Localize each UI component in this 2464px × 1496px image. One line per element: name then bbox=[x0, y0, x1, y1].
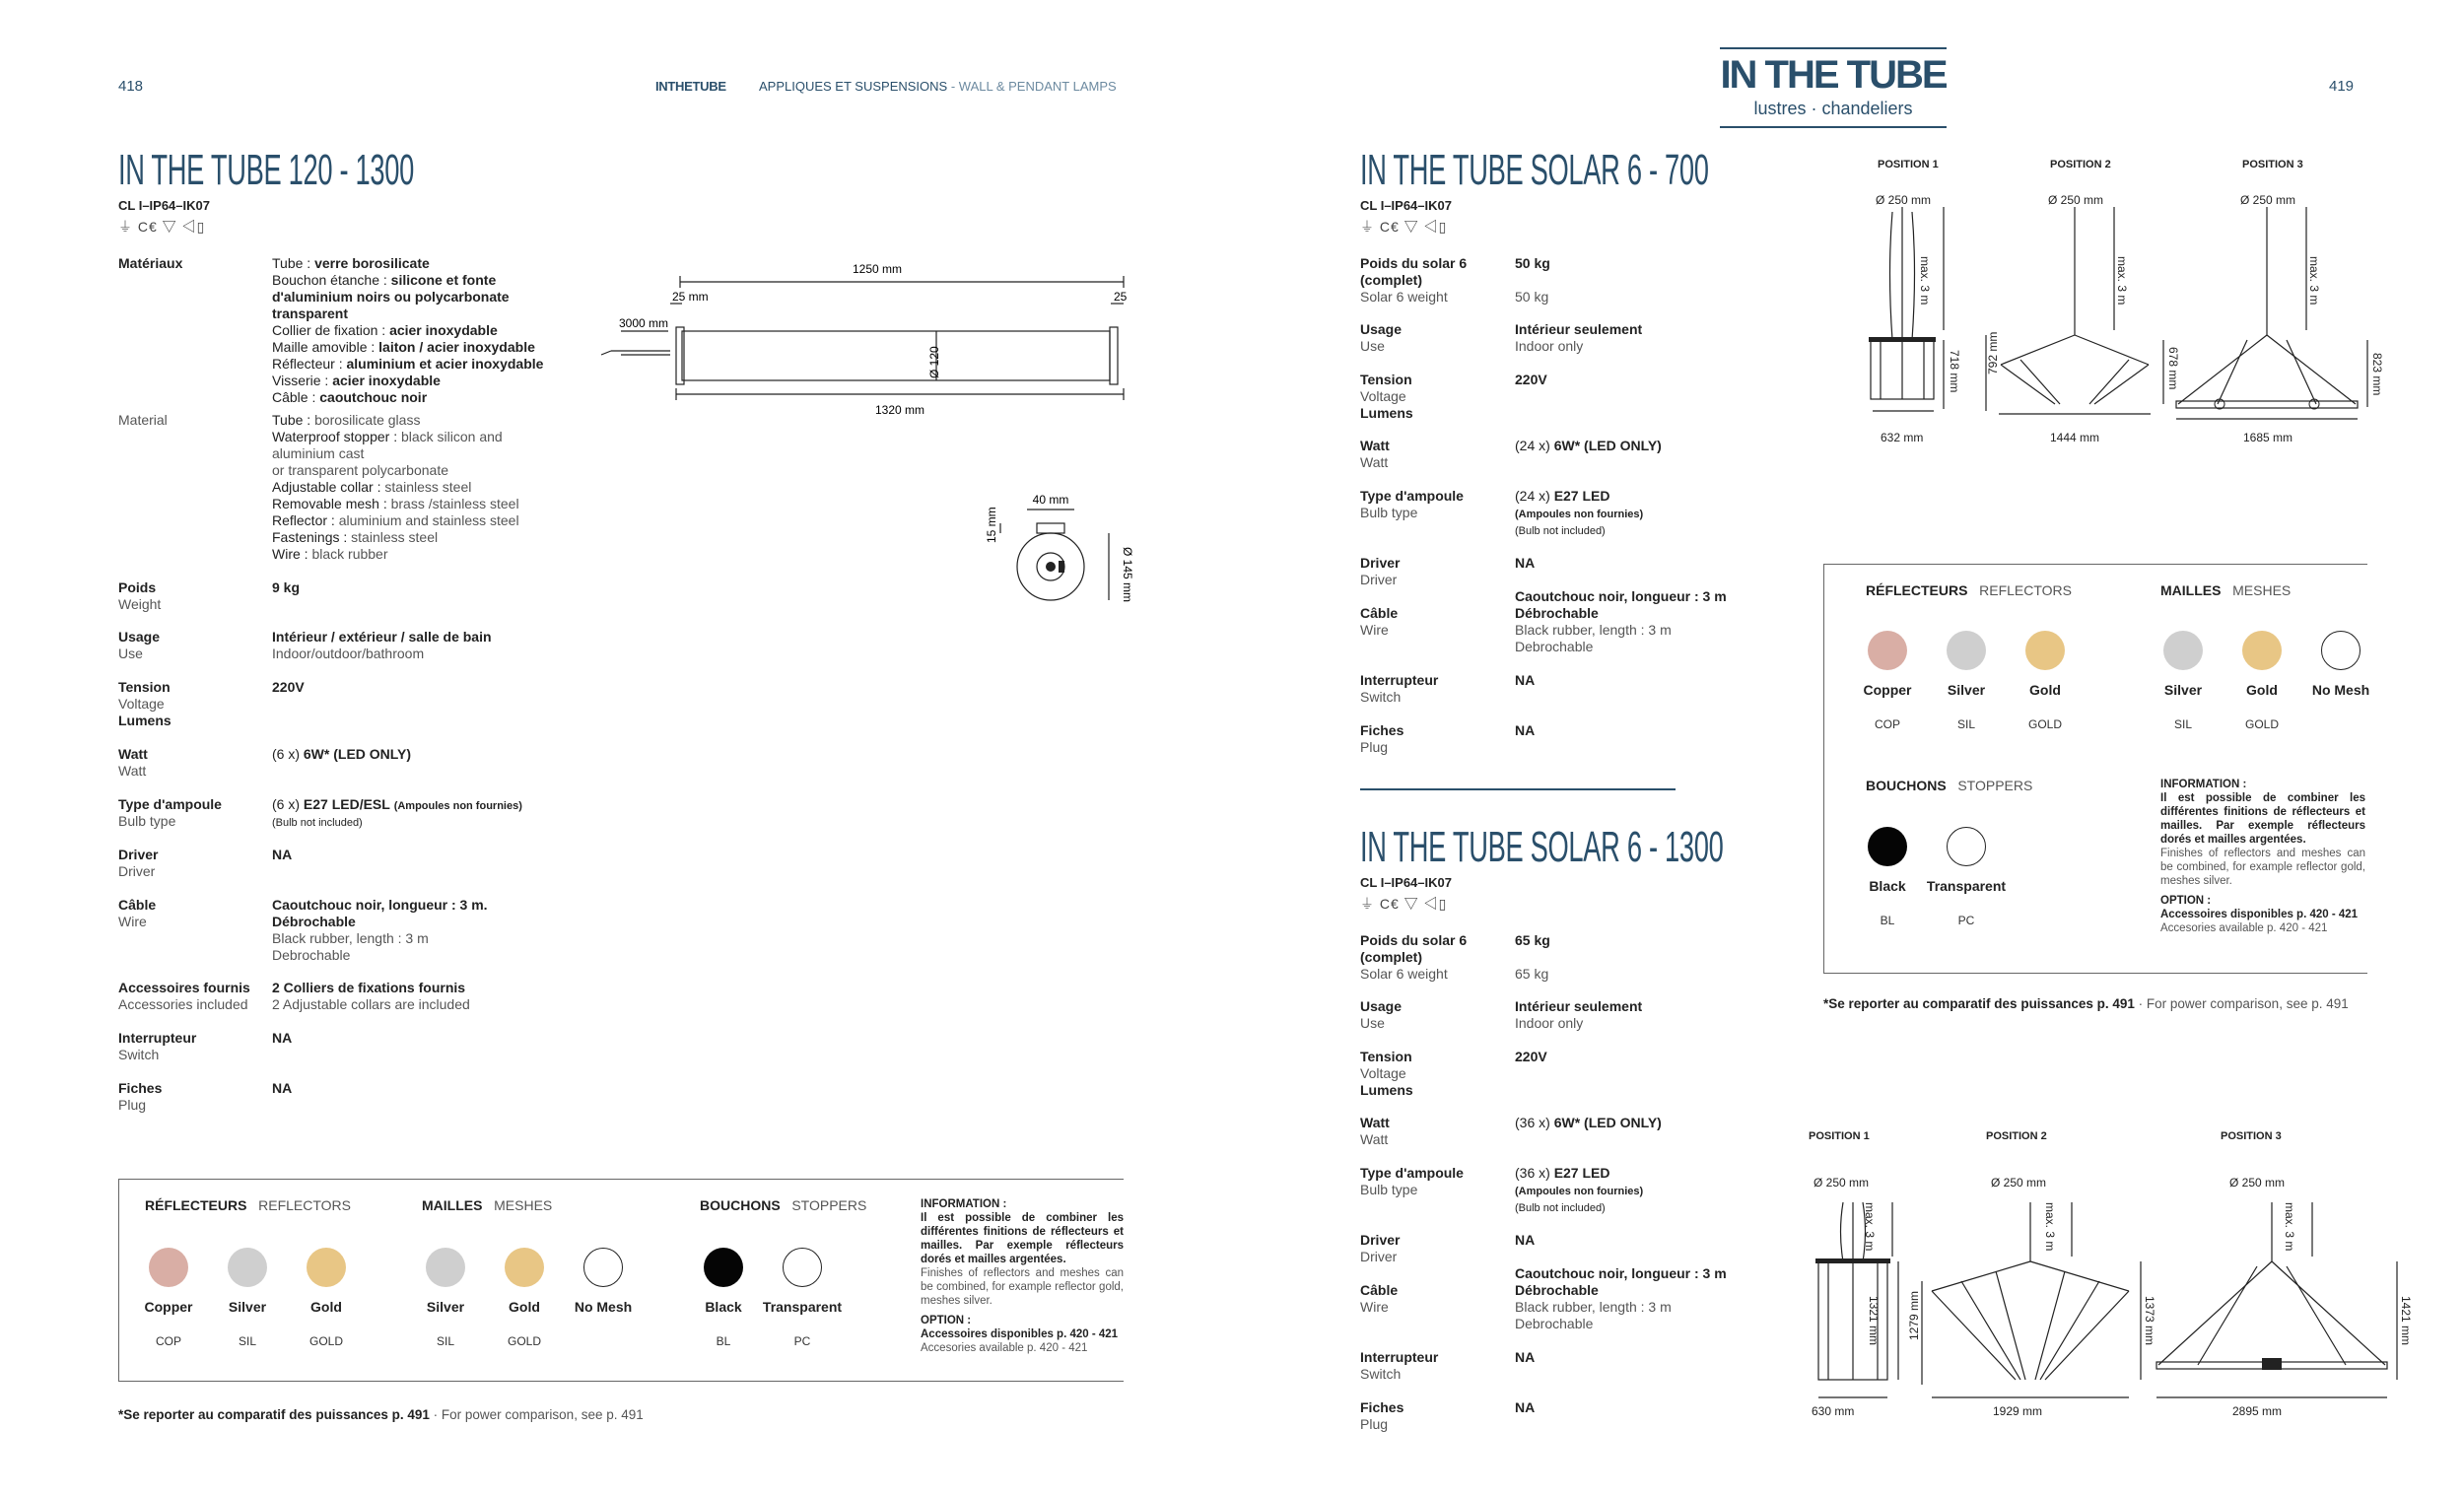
value-voltage: 220V bbox=[272, 679, 305, 695]
swatch-reflector-code: COP bbox=[1874, 717, 1900, 731]
dim-length-overall: 1320 mm bbox=[874, 403, 925, 417]
value-wire: Caoutchouc noir, longueur : 3 m. Débrochable Black rubber, length : 3 m Debrochable bbox=[272, 897, 488, 963]
solar1300-value-voltage: 220V bbox=[1515, 1049, 1547, 1064]
swatch-stopper-name: Black bbox=[1869, 878, 1906, 894]
swatch-mesh-name: No Mesh bbox=[574, 1299, 633, 1315]
dim-top1-max: max. 3 m bbox=[1918, 256, 1932, 306]
product-class-left: CL I–IP64–IK07 bbox=[118, 198, 210, 213]
positions-drawing-top bbox=[1853, 153, 2405, 453]
page-number-right: 419 bbox=[2329, 78, 2355, 95]
page-number-left: 418 bbox=[118, 78, 144, 95]
solar1300-label-weight: Poids du solar 6 (complet) Solar 6 weight bbox=[1360, 932, 1468, 982]
brand-logo-sub: lustres · chandeliers bbox=[1753, 99, 1913, 118]
dim-bottom3-width: 2895 mm bbox=[2232, 1404, 2283, 1418]
product-title-left: IN THE TUBE 120 - 1300 bbox=[118, 146, 414, 194]
power-note-left: *Se reporter au comparatif des puissances p. 491 · For power comparison, see p. 491 bbox=[118, 1407, 644, 1422]
stoppers-heading-left: BOUCHONS STOPPERS bbox=[700, 1197, 867, 1213]
dim-top3-max: max. 3 m bbox=[2307, 256, 2321, 306]
dim-bottom2-height-inner: 1279 mm bbox=[1907, 1290, 1921, 1340]
solar700-label-use: Usage Use bbox=[1360, 321, 1403, 354]
swatch-reflector-code: GOLD bbox=[308, 1334, 343, 1348]
meshes-heading-right: MAILLES MESHES bbox=[2160, 582, 2292, 598]
position-label-top-3: POSITION 3 bbox=[2242, 159, 2303, 170]
solar1300-value-weight: 65 kg 65 kg bbox=[1515, 932, 1550, 982]
dim-top3-width: 1685 mm bbox=[2243, 431, 2293, 444]
swatch-mesh-code: GOLD bbox=[2244, 717, 2279, 731]
swatch-reflector-name: Copper bbox=[1863, 682, 1912, 698]
dim-bottom2-height: 1373 mm bbox=[2143, 1296, 2156, 1346]
dim-top1-width: 632 mm bbox=[1881, 431, 1924, 444]
spec-label-switch: Interrupteur Switch bbox=[118, 1030, 197, 1062]
swatch-mesh-name: Silver bbox=[426, 1299, 465, 1315]
swatch-stopper-code: BL bbox=[1880, 914, 1895, 927]
spec-label-material-en: Material bbox=[118, 412, 168, 428]
dim-top2-height-inner: 792 mm bbox=[1986, 331, 2000, 374]
dim-top2-max: max. 3 m bbox=[2115, 256, 2129, 306]
solar1300-label-switch: Interrupteur Switch bbox=[1360, 1349, 1439, 1382]
brand-logo bbox=[1720, 47, 1947, 128]
product-title-solar-1300: IN THE TUBE SOLAR 6 - 1300 bbox=[1360, 823, 1724, 871]
swatch-stopper-name: Transparent bbox=[762, 1299, 843, 1315]
spec-label-voltage: Tension Voltage Lumens bbox=[118, 679, 171, 728]
swatch-stopper-code: PC bbox=[793, 1334, 811, 1348]
dim-top3-diameter: Ø 250 mm bbox=[2240, 193, 2296, 207]
dim-top2-height: 678 mm bbox=[2166, 347, 2180, 390]
swatch-mesh-name: No Mesh bbox=[2311, 682, 2370, 698]
swatch-mesh-0 bbox=[426, 1248, 465, 1287]
dim-cable: 3000 mm bbox=[619, 316, 669, 330]
cap-drawing bbox=[946, 488, 1143, 616]
value-bulb: (6 x) E27 LED/ESL (Ampoules non fournies) (Bulb not included) bbox=[272, 796, 522, 829]
dim-bottom1-max: max. 3 m bbox=[1863, 1202, 1877, 1252]
swatch-reflector-0 bbox=[149, 1248, 188, 1287]
solar700-value-watt: (24 x) 6W* (LED ONLY) bbox=[1515, 438, 1662, 453]
solar700-value-voltage: 220V bbox=[1515, 372, 1547, 387]
dim-top2-diameter: Ø 250 mm bbox=[2048, 193, 2104, 207]
solar700-value-use: Intérieur seulement Indoor only bbox=[1515, 321, 1643, 354]
dim-top1-height: 718 mm bbox=[1948, 350, 1961, 393]
solar1300-value-switch: NA bbox=[1515, 1349, 1536, 1365]
position-label-top-1: POSITION 1 bbox=[1878, 159, 1939, 170]
dim-bottom1-width: 630 mm bbox=[1812, 1404, 1855, 1418]
value-watt: (6 x) 6W* (LED ONLY) bbox=[272, 746, 412, 762]
solar700-label-weight: Poids du solar 6 (complet) Solar 6 weight bbox=[1360, 255, 1468, 305]
solar700-label-switch: Interrupteur Switch bbox=[1360, 672, 1439, 705]
swatch-mesh-2 bbox=[583, 1248, 623, 1287]
header-brand: INTHETUBE bbox=[655, 79, 726, 94]
solar1300-value-watt: (36 x) 6W* (LED ONLY) bbox=[1515, 1115, 1662, 1130]
swatch-reflector-code: SIL bbox=[1956, 717, 1975, 731]
dim-bottom1-height: 1321 mm bbox=[1867, 1296, 1881, 1346]
position-label-bottom-3: POSITION 3 bbox=[2221, 1130, 2282, 1142]
solar700-value-driver: NA bbox=[1515, 555, 1536, 571]
dim-bottom2-width: 1929 mm bbox=[1993, 1404, 2043, 1418]
value-plug: NA bbox=[272, 1080, 293, 1096]
swatch-mesh-1 bbox=[2242, 631, 2282, 670]
spec-label-weight: Poids Weight bbox=[118, 579, 162, 612]
header-category bbox=[759, 79, 1117, 94]
solar1300-label-bulb: Type d'ampoule Bulb type bbox=[1360, 1165, 1464, 1197]
dim-bottom3-height: 1421 mm bbox=[2399, 1296, 2413, 1346]
value-weight: 9 kg bbox=[272, 579, 301, 595]
dim-cap-height: 15 mm bbox=[985, 507, 998, 543]
swatch-stopper-name: Black bbox=[705, 1299, 742, 1315]
dim-length-total: 1250 mm bbox=[852, 262, 903, 276]
swatch-reflector-2 bbox=[2025, 631, 2065, 670]
solar700-label-watt: Watt Watt bbox=[1360, 438, 1390, 470]
spec-label-watt: Watt Watt bbox=[118, 746, 148, 779]
swatch-mesh-name: Gold bbox=[2246, 682, 2278, 698]
certification-icons-left: ⏚ C€ ▽ ◁▯ bbox=[118, 219, 206, 235]
value-use: Intérieur / extérieur / salle de bain Indoor/outdoor/bathroom bbox=[272, 629, 492, 661]
dim-top1-diameter: Ø 250 mm bbox=[1876, 193, 1932, 207]
solar1300-label-watt: Watt Watt bbox=[1360, 1115, 1390, 1147]
dim-top3-height: 823 mm bbox=[2370, 353, 2384, 396]
solar1300-label-use: Usage Use bbox=[1360, 998, 1403, 1031]
position-label-top-2: POSITION 2 bbox=[2050, 159, 2111, 170]
solar700-label-bulb: Type d'ampoule Bulb type bbox=[1360, 488, 1464, 520]
dim-length-left: 25 mm bbox=[672, 290, 709, 304]
dim-cap-width: 40 mm bbox=[1032, 493, 1069, 507]
dim-bottom2-diameter: Ø 250 mm bbox=[1991, 1176, 2047, 1190]
swatch-stopper-0 bbox=[1868, 827, 1907, 866]
solar1300-value-plug: NA bbox=[1515, 1399, 1536, 1415]
swatch-mesh-name: Gold bbox=[509, 1299, 540, 1315]
swatch-reflector-code: COP bbox=[155, 1334, 181, 1348]
swatch-reflector-1 bbox=[228, 1248, 267, 1287]
materials-fr: Tube : verre borosilicate Bouchon étanche : silicone et fonte d'aluminium noirs ou polycarbonate transparent Collier de fixation : acier inoxydable Maille amovible : laiton / acier inoxydable Réflecteur : aluminium et acier inoxydable Visserie : acier inoxydable Câble : caoutchouc noir bbox=[272, 255, 544, 405]
solar700-label-plug: Fiches Plug bbox=[1360, 722, 1404, 755]
solar700-label-wire: Câble Wire bbox=[1360, 605, 1399, 638]
solar700-value-switch: NA bbox=[1515, 672, 1536, 688]
solar1300-value-driver: NA bbox=[1515, 1232, 1536, 1248]
swatch-mesh-code: SIL bbox=[2173, 717, 2192, 731]
swatch-stopper-1 bbox=[1947, 827, 1986, 866]
swatch-reflector-name: Copper bbox=[144, 1299, 193, 1315]
positions-drawing-bottom bbox=[1794, 1133, 2405, 1429]
spec-label-accessories: Accessoires fournis Accessories included bbox=[118, 980, 250, 1012]
swatch-reflector-name: Gold bbox=[310, 1299, 342, 1315]
solar1300-value-use: Intérieur seulement Indoor only bbox=[1515, 998, 1643, 1031]
dim-diameter: Ø 120 bbox=[927, 346, 941, 378]
info-block-right: INFORMATION : Il est possible de combiner les différentes finitions de réflecteurs et mailles. Par exemple réflecteurs dorés et mailles argentées. Finishes of reflectors and meshes can be combined, for example reflector gold, meshes silver. OPTION : Accessoires disponibles p. 420 - 421 Accesories available p. 420 - 421 bbox=[2160, 779, 2365, 934]
spec-label-bulb: Type d'ampoule Bulb type bbox=[118, 796, 222, 829]
solar1300-label-driver: Driver Driver bbox=[1360, 1232, 1401, 1264]
swatch-stopper-1 bbox=[783, 1248, 822, 1287]
solar700-label-driver: Driver Driver bbox=[1360, 555, 1401, 587]
product-title-solar-700: IN THE TUBE SOLAR 6 - 700 bbox=[1360, 146, 1709, 194]
swatch-reflector-2 bbox=[307, 1248, 346, 1287]
spec-label-use: Usage Use bbox=[118, 629, 161, 661]
swatch-reflector-name: Gold bbox=[2029, 682, 2061, 698]
solar1300-label-plug: Fiches Plug bbox=[1360, 1399, 1404, 1432]
dim-cap-diameter: Ø 145 mm bbox=[1121, 547, 1134, 603]
materials-en: Tube : borosilicate glass Waterproof stopper : black silicon and aluminium cast or transparent polycarbonate Adjustable collar : stainless steel Removable mesh : brass /stainless steel Reflector : aluminium and stainless steel Fastenings : stainless steel Wire : black rubber bbox=[272, 412, 519, 562]
power-note-right: *Se reporter au comparatif des puissances p. 491 · For power comparison, see p. 491 bbox=[1823, 996, 2349, 1011]
position-label-bottom-1: POSITION 1 bbox=[1809, 1130, 1870, 1142]
certification-icons-solar-700: ⏚ C€ ▽ ◁▯ bbox=[1360, 219, 1448, 235]
swatch-reflector-name: Silver bbox=[1947, 682, 1986, 698]
dim-bottom2-max: max. 3 m bbox=[2043, 1202, 2057, 1252]
header-category-en: - WALL & PENDANT LAMPS bbox=[950, 79, 1117, 94]
swatch-stopper-name: Transparent bbox=[1926, 878, 2007, 894]
solar1300-value-wire: Caoutchouc noir, longueur : 3 m Débrochable Black rubber, length : 3 m Debrochable bbox=[1515, 1265, 1727, 1331]
dim-bottom1-diameter: Ø 250 mm bbox=[1814, 1176, 1870, 1190]
swatch-reflector-0 bbox=[1868, 631, 1907, 670]
reflectors-heading-left: RÉFLECTEURS REFLECTORS bbox=[145, 1197, 351, 1213]
swatch-reflector-code: GOLD bbox=[2027, 717, 2062, 731]
spec-label-driver: Driver Driver bbox=[118, 847, 159, 879]
solar700-value-bulb: (24 x) E27 LED (Ampoules non fournies) (Bulb not included) bbox=[1515, 488, 1644, 537]
swatch-mesh-code: SIL bbox=[436, 1334, 454, 1348]
value-driver: NA bbox=[272, 847, 293, 862]
position-label-bottom-2: POSITION 2 bbox=[1986, 1130, 2047, 1142]
solar700-label-voltage: Tension Voltage Lumens bbox=[1360, 372, 1413, 421]
swatch-stopper-code: PC bbox=[1957, 914, 1975, 927]
section-divider bbox=[1360, 788, 1676, 790]
solar700-value-plug: NA bbox=[1515, 722, 1536, 738]
swatch-reflector-1 bbox=[1947, 631, 1986, 670]
spec-label-wire: Câble Wire bbox=[118, 897, 157, 929]
meshes-heading-left: MAILLES MESHES bbox=[422, 1197, 553, 1213]
reflectors-heading-right: RÉFLECTEURS REFLECTORS bbox=[1866, 582, 2072, 598]
swatch-mesh-0 bbox=[2163, 631, 2203, 670]
product-class-solar-700: CL I–IP64–IK07 bbox=[1360, 198, 1452, 213]
swatch-mesh-code: GOLD bbox=[507, 1334, 541, 1348]
swatch-reflector-code: SIL bbox=[238, 1334, 256, 1348]
header-category-fr: APPLIQUES ET SUSPENSIONS bbox=[759, 79, 948, 94]
dim-bottom3-max: max. 3 m bbox=[2283, 1202, 2296, 1252]
swatch-mesh-2 bbox=[2321, 631, 2361, 670]
certification-icons-solar-1300: ⏚ C€ ▽ ◁▯ bbox=[1360, 896, 1448, 912]
brand-logo-main: IN THE TUBE bbox=[1720, 53, 1947, 97]
spec-label-materials: Matériaux bbox=[118, 255, 183, 271]
dim-top2-width: 1444 mm bbox=[2050, 431, 2100, 444]
swatch-stopper-0 bbox=[704, 1248, 743, 1287]
dim-length-right: 25 bbox=[1114, 290, 1128, 304]
product-class-solar-1300: CL I–IP64–IK07 bbox=[1360, 875, 1452, 890]
dim-bottom3-diameter: Ø 250 mm bbox=[2229, 1176, 2286, 1190]
spec-label-plug: Fiches Plug bbox=[118, 1080, 163, 1113]
swatch-mesh-name: Silver bbox=[2163, 682, 2203, 698]
info-block-left: INFORMATION : Il est possible de combiner les différentes finitions de réflecteurs et mailles. Par exemple réflecteurs dorés et mailles argentées. Finishes of reflectors and meshes can be combined, for example reflector gold, meshes silver. OPTION : Accessoires disponibles p. 420 - 421 Accesories available p. 420 - 421 bbox=[921, 1198, 1124, 1354]
solar1300-label-voltage: Tension Voltage Lumens bbox=[1360, 1049, 1413, 1098]
tube-drawing bbox=[591, 256, 1143, 424]
value-switch: NA bbox=[272, 1030, 293, 1046]
stoppers-heading-right: BOUCHONS STOPPERS bbox=[1866, 778, 2033, 793]
swatch-reflector-name: Silver bbox=[228, 1299, 267, 1315]
solar700-value-weight: 50 kg 50 kg bbox=[1515, 255, 1550, 305]
swatch-mesh-1 bbox=[505, 1248, 544, 1287]
solar1300-value-bulb: (36 x) E27 LED (Ampoules non fournies) (Bulb not included) bbox=[1515, 1165, 1644, 1214]
value-accessories: 2 Colliers de fixations fournis 2 Adjustable collars are included bbox=[272, 980, 470, 1012]
solar700-value-wire: Caoutchouc noir, longueur : 3 m Débrochable Black rubber, length : 3 m Debrochable bbox=[1515, 588, 1727, 654]
solar1300-label-wire: Câble Wire bbox=[1360, 1282, 1399, 1315]
swatch-stopper-code: BL bbox=[716, 1334, 731, 1348]
